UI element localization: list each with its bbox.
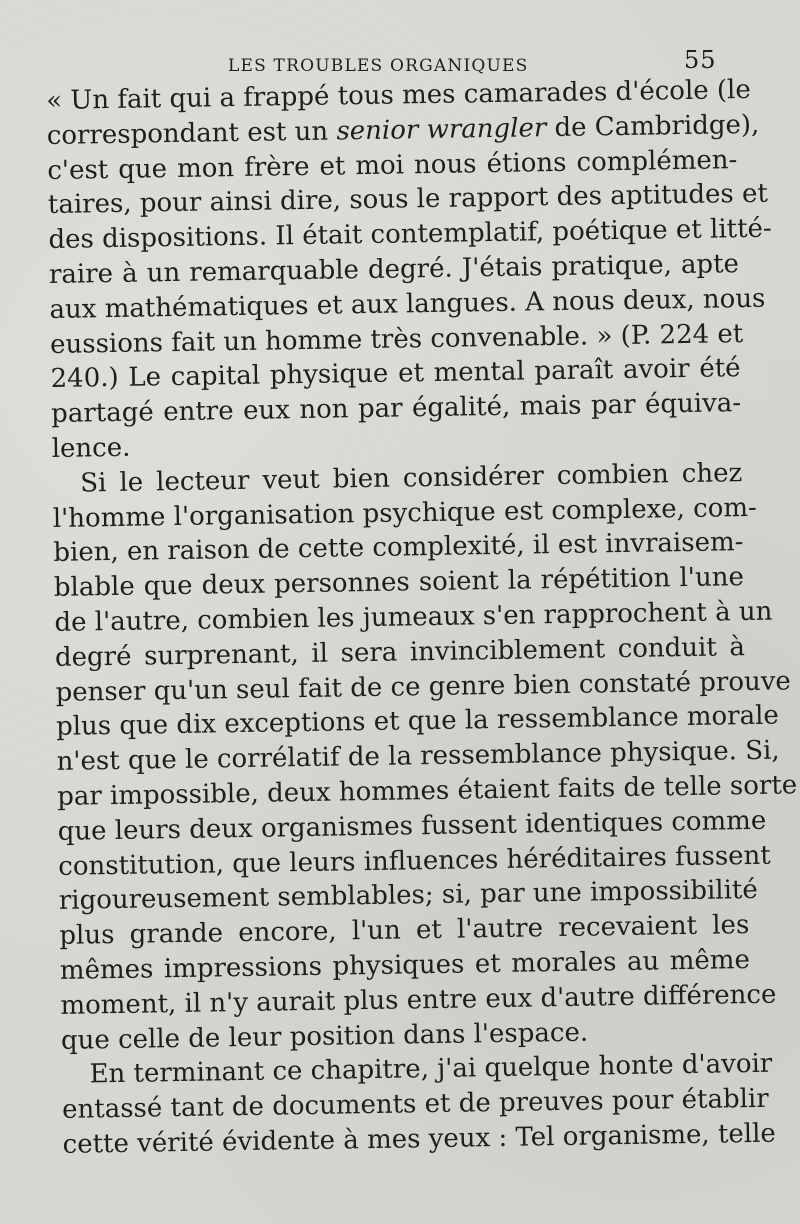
text-line: que celle de leur position dans l'espace. (60, 1017, 589, 1056)
text-line: des dispositions. Il était contemplatif, poétique et litté- (48, 213, 772, 256)
text-line: penser qu'un seul fait de ce genre bien constaté prouve (55, 665, 792, 708)
text-line: c'est que mon frère et moi nous étions complémen- (47, 144, 738, 186)
text-line: degré surprenant, il sera invinciblement conduit à (54, 631, 746, 673)
text-line: que leurs deux organismes fussent identiques comme (57, 805, 767, 847)
text-line: aux mathématiques et aux langues. A nous deux, nous (49, 283, 766, 325)
text-line: taires, pour ainsi dire, sous le rapport des aptitudes et (47, 179, 769, 221)
text-line: 240.) Le capital physique et mental paraît avoir été (50, 353, 741, 395)
text-line: entassé tant de documents et de preuves pour établir (61, 1083, 769, 1125)
text-line: rigoureusement semblables; si, par une impossibilité (58, 875, 758, 917)
text-line: Si le lecteur veut bien considérer combien chez (80, 457, 743, 499)
body-text (46, 73, 798, 1162)
text-line: En terminant ce chapitre, j'ai quelque honte d'avoir (89, 1049, 773, 1090)
running-title: LES TROUBLES ORGANIQUES (228, 56, 529, 76)
page-number: 55 (684, 46, 717, 74)
text-line: raire à un remarquable degré. J'étais pratique, apte (48, 249, 740, 290)
text-line: constitution, que leurs influences héréditaires fussent (58, 840, 771, 882)
text-line: partagé entre eux non par égalité, mais par équiva- (50, 388, 742, 430)
paragraph-argument (52, 456, 798, 1058)
italic-term: senior wrangler (336, 112, 547, 147)
paragraph-conclusion (61, 1047, 777, 1162)
text-line: blable que deux personnes soient la répétition l'une (53, 562, 745, 604)
text-line: « Un fait qui a frappé tous mes camarades d'école (le (46, 74, 751, 116)
text-line: plus grande encore, l'un et l'autre recevaient les (59, 910, 750, 952)
text-line: plus que dix exceptions et que la ressemblance morale (55, 700, 780, 743)
text-span: correspondant est un (46, 116, 337, 151)
text-line: eussions fait un homme très convenable. » (P. 224 et (49, 318, 744, 360)
text-line: bien, en raison de cette complexité, il est invraisem- (53, 527, 744, 569)
paragraph-quote (46, 73, 772, 467)
text-line: l'homme l'organisation psychique est complexe, com- (52, 492, 758, 534)
text-line: de l'autre, combien les jumeaux s'en rapprochent à un (54, 596, 773, 638)
text-line: cette vérité évidente à mes yeux : Tel organisme, telle (62, 1118, 777, 1160)
text-line: mêmes impressions physiques et morales au même (59, 944, 751, 986)
text-line: lence. (51, 432, 131, 464)
text-line: n'est que le corrélatif de la ressemblance physique. Si, (56, 735, 780, 778)
text-span: de Cambridge), (546, 109, 760, 143)
text-line: moment, il n'y aurait plus entre eux d'autre différence (60, 979, 777, 1021)
text-line: par impossible, deux hommes étaient faits de telle sorte (56, 770, 798, 812)
